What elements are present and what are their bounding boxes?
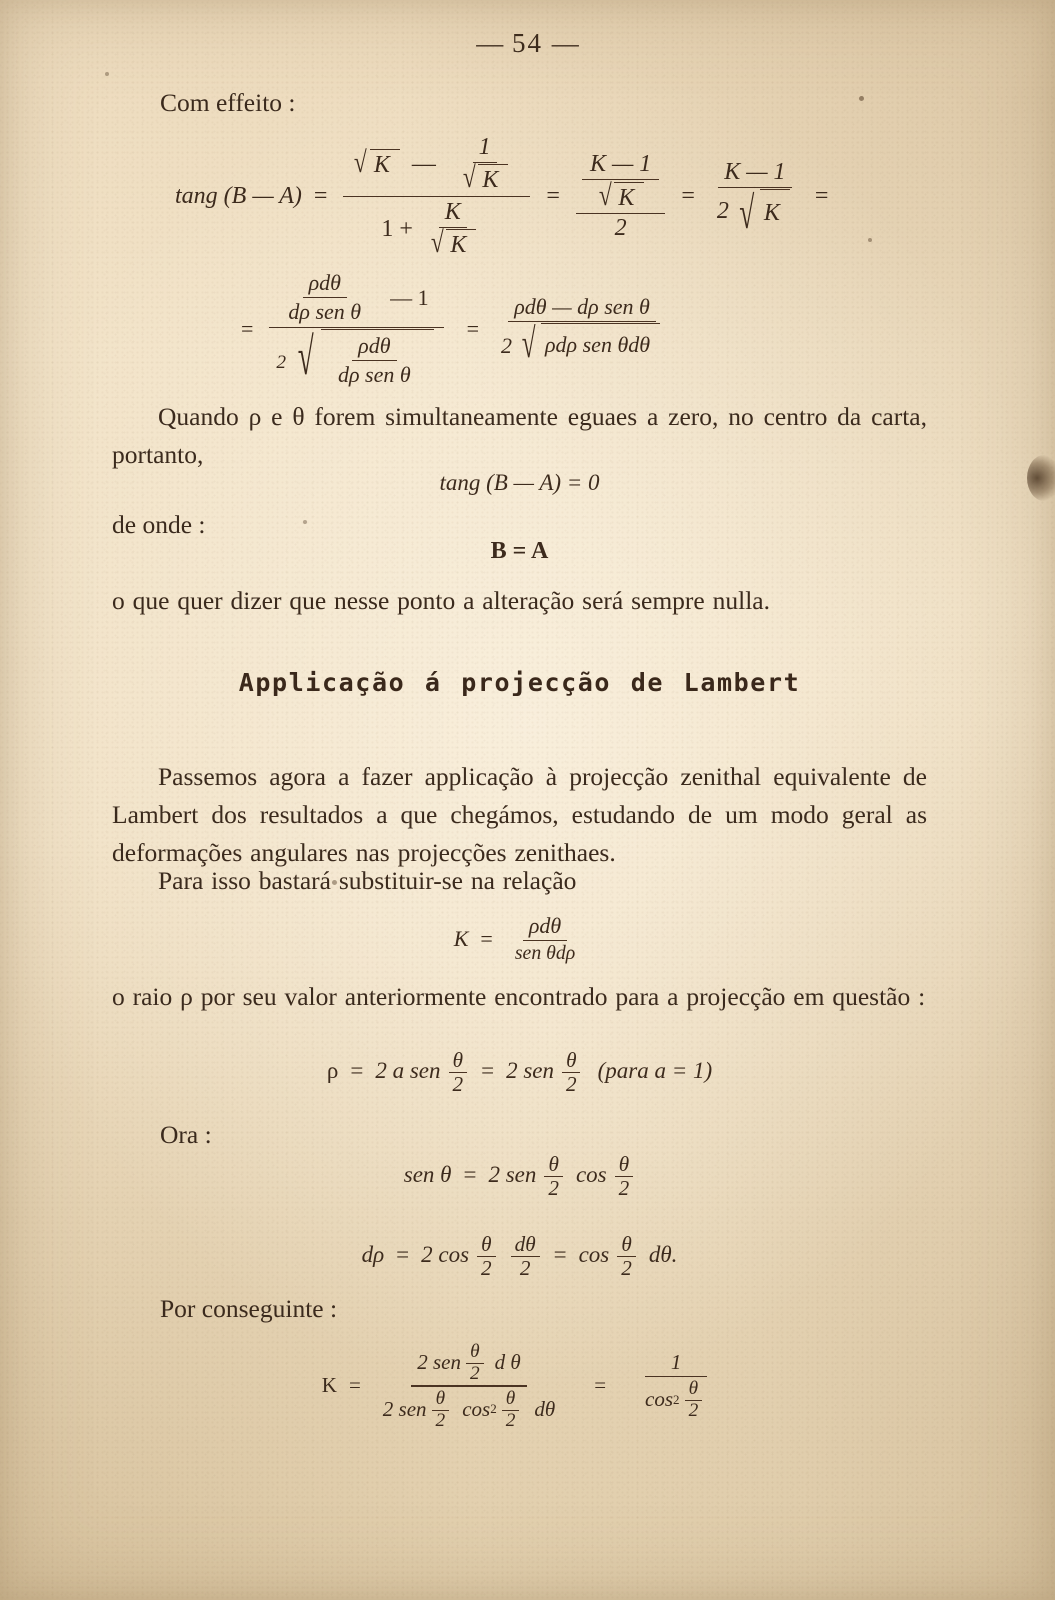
paper-speck-2 bbox=[868, 238, 872, 242]
equation-d-rho: dρ = 2 cos θ 2 $\frac{d\theta}{2}$ = cos θ 2 dθ. bbox=[361, 1232, 678, 1280]
d-rho-fraction-2: $\frac{d\theta}{2}$ bbox=[511, 1233, 540, 1280]
lead-ora: Ora : bbox=[160, 1120, 212, 1149]
eq1-equals-4: = bbox=[814, 183, 829, 209]
k-final-right-fraction: 1 cos 2 θ 2 bbox=[639, 1349, 713, 1422]
eq2-equals-lead: = bbox=[241, 316, 254, 341]
eq2-inner-fraction-num: $\frac{\text{ρdθ}}{\text{dρ sen θ}}$ bbox=[288, 270, 362, 324]
sen-theta-fraction-1: θ 2 bbox=[544, 1153, 563, 1200]
equation-k-final: K = 2 sen θ 2 d θ 2 sen θ 2 cos 2 θ 2 dθ = 1 cos 2 θ 2 bbox=[112, 1340, 927, 1431]
rho-value-fraction-1: $\frac{\theta}{2}$ bbox=[449, 1049, 468, 1096]
eq2-inner-fraction-den: $\frac{\text{ρdθ}}{\text{dρ sen θ}}$ bbox=[338, 333, 411, 387]
d-rho-fraction-1: θ 2 bbox=[477, 1233, 496, 1280]
eq1-fraction-3: K — 1 2 √ K bbox=[711, 158, 799, 236]
lead-de-onde: de onde : bbox=[112, 510, 206, 539]
eq1-equals-3: = bbox=[681, 183, 695, 209]
paragraph-para-isso: Para isso bastará substituir-se na relação bbox=[158, 866, 577, 895]
eq1-equals-2: = bbox=[546, 183, 560, 209]
equation-sen-theta: sen θ = 2 sen θ 2 cos θ 2 bbox=[112, 1152, 927, 1199]
paper-stain-right-edge bbox=[1027, 455, 1055, 501]
equation-b-equals-a: B = A bbox=[490, 538, 549, 564]
k-final-den-fraction-2: θ 2 bbox=[502, 1389, 520, 1432]
eq1-fraction-1: √ K — 1 √ K 1 + K √ K bbox=[343, 132, 530, 261]
equation-tang-zero: tang (B — A) = 0 bbox=[439, 470, 600, 495]
eq1-equals-1: = bbox=[313, 183, 328, 209]
paper-speck-3 bbox=[105, 72, 109, 76]
eq1-sqrt-k-2: √ K bbox=[597, 180, 644, 212]
sen-theta-fraction-2: θ 2 bbox=[615, 1153, 634, 1200]
k-final-num-fraction: θ 2 bbox=[466, 1342, 484, 1385]
page-number bbox=[0, 28, 1055, 59]
eq1-inner-fraction-num: 1 √ K bbox=[452, 133, 517, 195]
equation-tang-b-a bbox=[172, 132, 837, 261]
paragraph-quando: Quando ρ e θ forem simultaneamente eguaes a zero, no centro da carta, portanto, bbox=[112, 402, 927, 469]
d-rho-fraction-3: θ 2 bbox=[617, 1233, 636, 1280]
eq2-fraction-1: $\frac{\text{ρdθ}}{\text{dρ sen θ}}$ — 1 2 √ $\frac{\text{ρdθ}}{\text{dρ sen θ}}$ bbox=[269, 268, 443, 390]
equation-k-relation: K = $\frac{\text{ρdθ}}{\text{sen θdρ}}$ bbox=[112, 912, 927, 966]
lead-por-conseguinte: Por conseguinte : bbox=[160, 1294, 338, 1323]
eq1-sqrt-k-num: √ K bbox=[352, 149, 399, 179]
paragraph-passemos: Passemos agora a fazer applicação à projecção zenithal equivalente de Lambert dos resultados a que chegámos, estudando de um modo geral as deformações angulares nas projecções zenithaes. bbox=[112, 762, 927, 867]
section-heading: Applicação á projecção de Lambert bbox=[238, 668, 801, 697]
eq2-sqrt-2: √ ρdρ sen θdθ bbox=[517, 323, 660, 365]
eq1-lhs: tang (B — A) bbox=[175, 183, 302, 209]
equation-rho-dtheta bbox=[232, 268, 676, 390]
k-final-right-inner-fraction: θ 2 bbox=[685, 1379, 703, 1422]
eq1-sqrt-k-3: √ K bbox=[734, 189, 790, 235]
paper-speck-1 bbox=[859, 96, 864, 101]
paragraph-o-que-quer: o que quer dizer que nesse ponto a alteração será sempre nulla. bbox=[112, 586, 770, 615]
eq1-sqrt-k-inner-num: √ K bbox=[461, 164, 508, 194]
eq1-inner-fraction-den: K √ K bbox=[420, 198, 485, 260]
eq2-fraction-2: ρdθ — dρ sen θ 2 √ ρdρ sen θdθ bbox=[495, 293, 669, 366]
paragraph-o-raio: o raio ρ por seu valor anteriormente encontrado para a projecção em questão : bbox=[112, 982, 926, 1011]
folio-number: 54 bbox=[512, 28, 543, 58]
folio-dash-left: — bbox=[476, 28, 504, 58]
rho-value-fraction-2: θ 2 bbox=[562, 1049, 581, 1096]
eq2-sqrt-1: √ $\frac{\text{ρdθ}}{\text{dρ sen θ}}$ bbox=[291, 329, 434, 389]
folio-dash-right: — bbox=[551, 28, 579, 58]
k-final-den-fraction-1: θ 2 bbox=[432, 1389, 450, 1432]
k-final-fraction: 2 sen θ 2 d θ 2 sen θ 2 cos 2 θ 2 dθ bbox=[382, 1341, 556, 1431]
k-relation-fraction: $\frac{\text{ρdθ}}{\text{sen θdρ}}$ bbox=[514, 913, 576, 964]
equation-rho-value: ρ = 2 a sen $\frac{\theta}{2}$ = 2 sen θ 2 (para a = 1) bbox=[326, 1048, 713, 1096]
eq2-equals-mid: = bbox=[466, 316, 480, 341]
lead-com-effeito: Com effeito : bbox=[160, 88, 296, 117]
paper-speck-5 bbox=[303, 520, 307, 524]
eq1-sqrt-k-inner-den: √ K bbox=[429, 229, 476, 259]
eq1-fraction-2: K — 1 √ K 2 bbox=[576, 150, 665, 243]
